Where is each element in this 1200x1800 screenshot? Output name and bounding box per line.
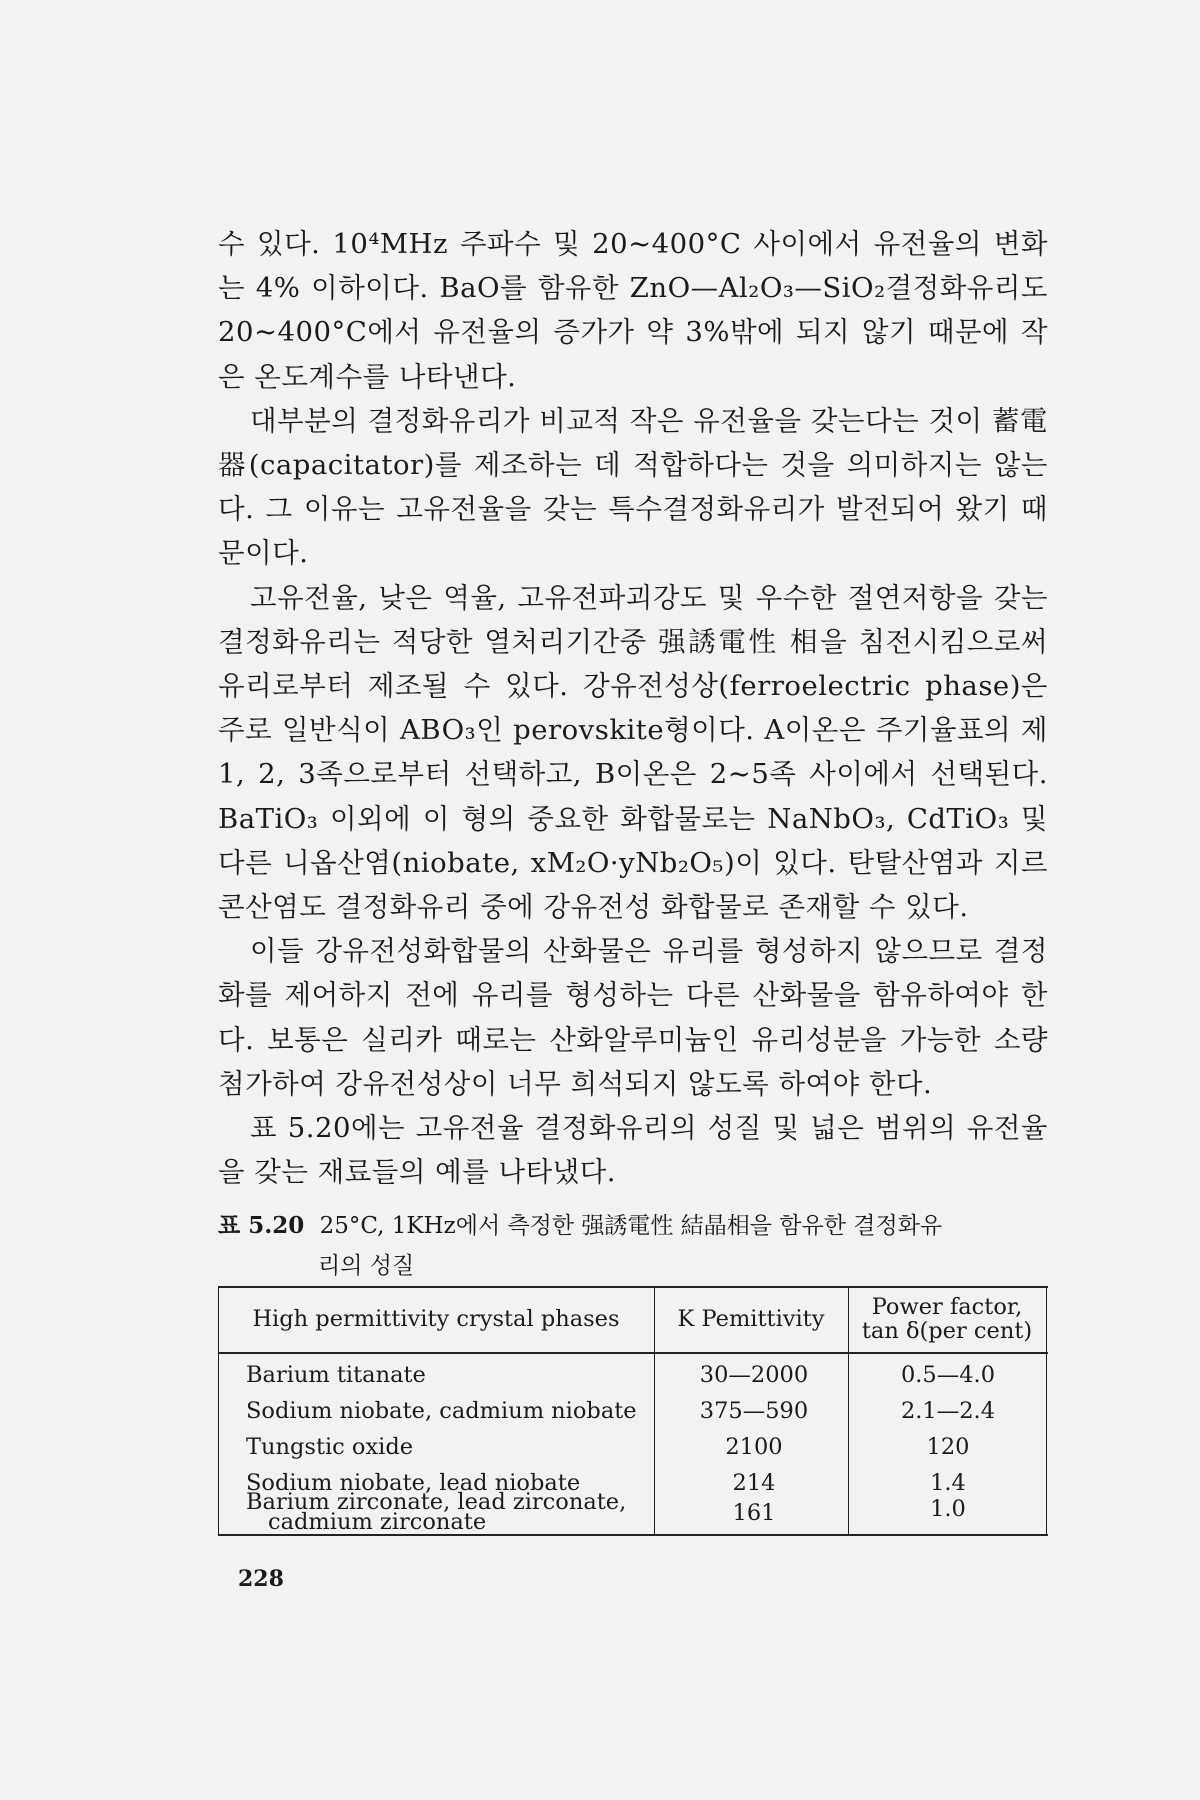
- cell-tan: 0.5—4.0: [900, 1362, 996, 1388]
- body-text: [218, 222, 1048, 1194]
- table-row: [218, 1362, 1048, 1398]
- cell-k: 161: [732, 1500, 776, 1526]
- properties-table: [218, 1286, 1048, 1536]
- cell-k: 30—2000: [699, 1362, 809, 1388]
- paragraph-2: 대부분의 결정화유리가 비교적 작은 유전율을 갖는다는 것이 蓄電器(capacitator)를 제조하는 데 적합하다는 것을 의미하지는 않는다. 그 이유는 고유전율을 갖는 특수결정화유리가 발전되어 왔기 때문이다.: [218, 404, 1048, 570]
- paragraph-5: 표 5.20에는 고유전율 결정화유리의 성질 및 넓은 범위의 유전율을 갖는 재료들의 예를 나타냈다.: [218, 1112, 1048, 1189]
- cell-phase: Sodium niobate, lead niobate: [246, 1470, 581, 1496]
- header-crystal-phases: High permittivity crystal phases: [252, 1306, 620, 1332]
- cell-tan: 2.1—2.4: [900, 1398, 996, 1424]
- cell-phase: Barium titanate: [246, 1362, 426, 1388]
- paragraph-3: 고유전율, 낮은 역율, 고유전파괴강도 및 우수한 절연저항을 갖는 결정화유리는 적당한 열처리기간중 强誘電性 相을 침전시킴으로써 유리로부터 제조될 수 있다. 강유전성상(ferroelectric phase)은 주로 일반식이 ABO₃인 perovskite형이다. A이온은 주기율표의 제 1, 2, 3족으로부터 선택하고, B이온은 2∼5족 사이에서 선택된다. BaTiO₃ 이외에 이 형의 중요한 화합물로는 NaNbO₃, CdTiO₃ 및 다른 니옵산염(niobate, xM₂O·yNb₂O₅)이 있다. 탄탈산염과 지르콘산염도 결정화유리 중에 강유전성 화합물로 존재할 수 있다.: [218, 581, 1048, 924]
- caption-line-1: 25°C, 1KHz에서 측정한 强誘電性 結晶相을 함유한 결정화유: [319, 1213, 943, 1239]
- cell-tan: 1.4: [930, 1470, 966, 1496]
- cell-tan: 1.0: [930, 1496, 966, 1522]
- paragraph-1: 수 있다. 10⁴MHz 주파수 및 20∼400°C 사이에서 유전율의 변화는 4% 이하이다. BaO를 함유한 ZnO—Al₂O₃—SiO₂결정화유리도 20∼400°C에서 유전율의 증가가 약 3%밖에 되지 않기 때문에 작은 온도계수를 나타낸다.: [218, 228, 1048, 393]
- header-power-factor: Power factor, tan δ(per cent): [861, 1294, 1033, 1344]
- table-row: [218, 1398, 1048, 1434]
- caption-line-2: 리의 성질: [318, 1253, 415, 1279]
- cell-phase: Barium zirconate, lead zirconate, cadmium zirconate: [246, 1489, 627, 1535]
- cell-k: 214: [732, 1470, 776, 1496]
- table-row: [218, 1434, 1048, 1470]
- table-caption: [218, 1206, 1048, 1286]
- paragraph-4: 이들 강유전성화합물의 산화물은 유리를 형성하지 않으므로 결정화를 제어하지 전에 유리를 형성하는 다른 산화물을 함유하여야 한다. 보통은 실리카 때로는 산화알루미늄인 유리성분을 가능한 소량 첨가하여 강유전성상이 너무 희석되지 않도록 하여야 한다.: [218, 935, 1048, 1100]
- cell-k: 375—590: [699, 1398, 809, 1424]
- cell-tan: 120: [926, 1434, 970, 1460]
- table-header-rule: [218, 1352, 1048, 1354]
- page-number: 228: [238, 1566, 284, 1592]
- cell-phase: Sodium niobate, cadmium niobate: [246, 1398, 637, 1424]
- table-number: 표 5.20: [218, 1212, 305, 1239]
- header-permittivity: K Pemittivity: [677, 1306, 825, 1332]
- cell-phase: Tungstic oxide: [246, 1434, 414, 1460]
- cell-k: 2100: [725, 1434, 783, 1460]
- table-row: [218, 1489, 1048, 1535]
